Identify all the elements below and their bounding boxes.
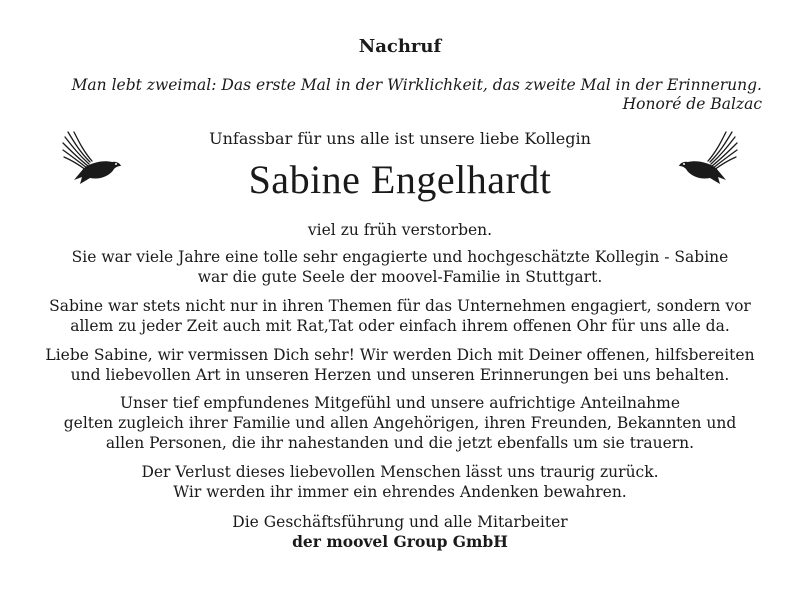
notice-title: Nachruf [358, 36, 442, 57]
paragraph [0, 296, 800, 336]
paragraph-line: war die gute Seele der moovel-Familie in Stuttgart. [197, 268, 603, 286]
paragraph-line: Der Verlust dieses liebevollen Menschen lässt uns traurig zurück. [141, 463, 659, 481]
paragraph-line: Unser tief empfundenes Mitgefühl und unsere aufrichtige Anteilnahme [119, 394, 681, 412]
quote-text: Man lebt zweimal: Das erste Mal in der Wirklichkeit, das zweite Mal in der Erinnerung. [71, 76, 762, 94]
paragraph [0, 462, 800, 502]
paragraph-line: Sabine war stets nicht nur in ihren Themen für das Unternehmen engagiert, sondern vor [49, 297, 751, 315]
intro-line: Unfassbar für uns alle ist unsere liebe Kollegin [209, 129, 591, 148]
quote-author: Honoré de Balzac [622, 95, 762, 113]
epigraph-quote [40, 76, 762, 114]
signature-block [0, 512, 800, 552]
paragraph-line: allem zu jeder Zeit auch mit Rat,Tat oder einfach ihrem offenen Ohr für uns alle da. [70, 317, 730, 335]
signature-company: der moovel Group GmbH [292, 532, 508, 551]
paragraph-line: Wir werden ihr immer ein ehrendes Andenken bewahren. [173, 483, 627, 501]
paragraph-line: gelten zugleich ihrer Familie und allen Angehörigen, ihren Freunden, Bekannten und [63, 414, 737, 432]
paragraph-line: Liebe Sabine, wir vermissen Dich sehr! Wir werden Dich mit Deiner offenen, hilfsbereiten [45, 346, 755, 364]
subline: viel zu früh verstorben. [307, 221, 493, 239]
paragraph-line: und liebevollen Art in unseren Herzen und unseren Erinnerungen bei uns behalten. [70, 366, 730, 384]
paragraph [0, 393, 800, 453]
paragraph-line: Sie war viele Jahre eine tolle sehr engagierte und hochgeschätzte Kollegin - Sabine [71, 248, 729, 266]
paragraph [0, 247, 800, 287]
signature-line: Die Geschäftsführung und alle Mitarbeiter [232, 513, 568, 531]
deceased-name: Sabine Engelhardt [248, 157, 552, 202]
paragraph-line: allen Personen, die ihr nahestanden und die jetzt ebenfalls um sie trauern. [105, 434, 695, 452]
paragraph [0, 345, 800, 385]
